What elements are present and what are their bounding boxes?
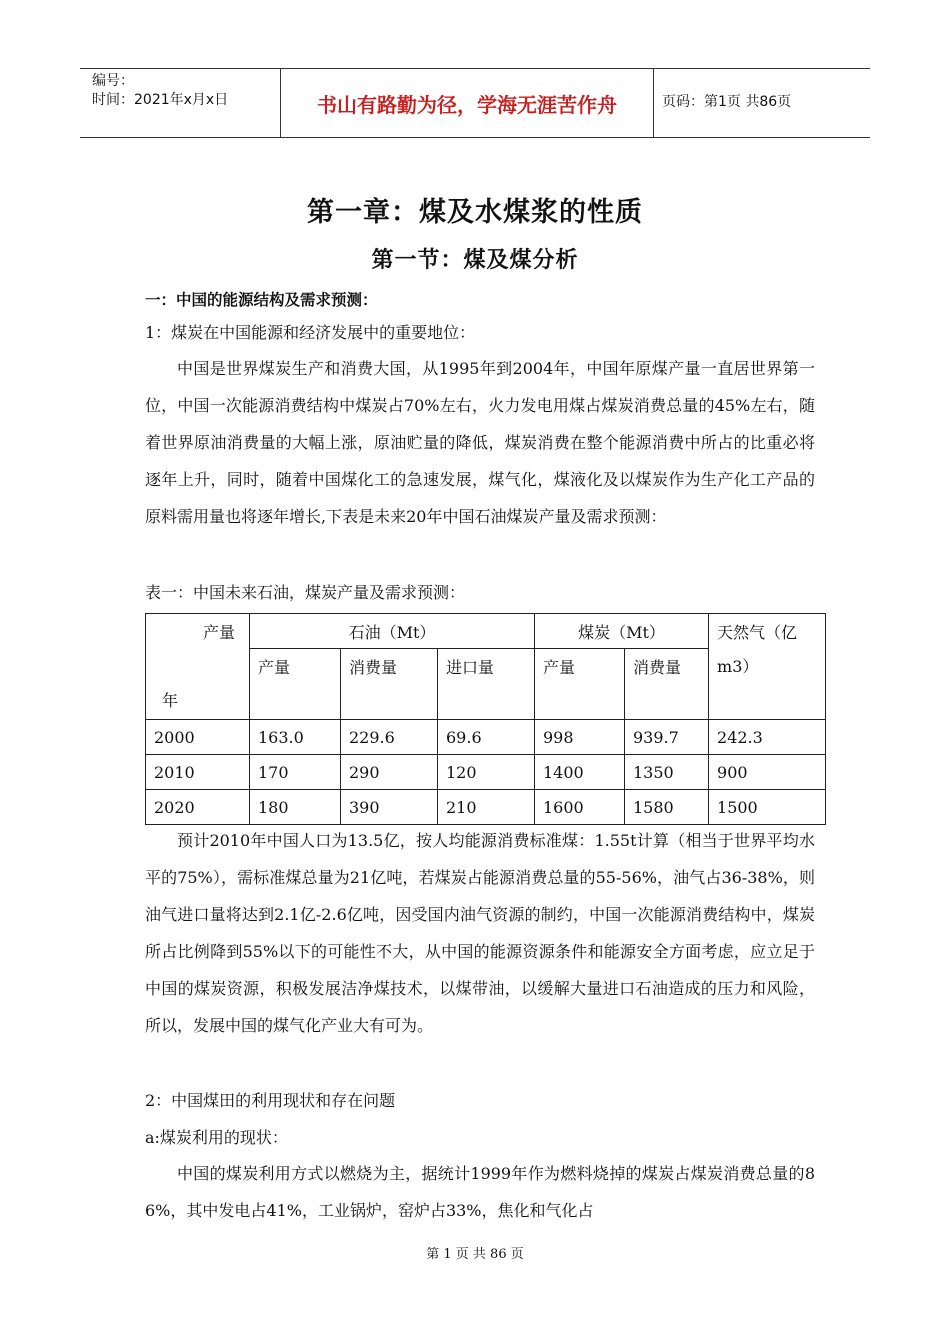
table-row [146,790,826,825]
chapter-title: 第一章：煤及水煤浆的性质 [307,197,643,228]
table-cell: 180 [250,790,341,825]
header-motto: 书山有路勤为径，学海无涯苦作舟 [280,69,654,137]
table-cell: 2010 [146,755,250,790]
table-cell: 1600 [535,790,625,825]
table-cell: 2000 [146,720,250,755]
table-caption: 表一：中国未来石油，煤炭产量及需求预测： [145,583,466,602]
page-footer: 第 1 页 共 86 页 [426,1247,524,1262]
table-cell: 242.3 [709,720,826,755]
table-cell: 229.6 [341,720,438,755]
table-cell: 1400 [535,755,625,790]
table-corner-cell [146,614,250,720]
forecast-table [145,613,826,825]
header-meta [80,69,280,137]
subheader-coal-consumption: 消费量 [625,649,709,720]
subheader-oil-production: 产量 [250,649,341,720]
point-1: 1：煤炭在中国能源和经济发展中的重要地位： [145,323,476,342]
header-oil: 石油（Mt） [250,614,535,649]
point-2: 2：中国煤田的利用现状和存在问题 [145,1091,396,1110]
point-2a: a:煤炭利用的现状： [145,1128,288,1147]
subheading: 一：中国的能源结构及需求预测： [145,291,378,309]
table-cell: 390 [341,790,438,825]
subheader-oil-import: 进口量 [438,649,535,720]
subheader-coal-production: 产量 [535,649,625,720]
header-coal: 煤炭（Mt） [535,614,709,649]
corner-top-label: 产量 [202,623,235,642]
date-label: 时间：2021年x月x日 [92,92,229,108]
header-page-info: 页码：第1页 共86页 [662,94,792,110]
table-cell: 1580 [625,790,709,825]
table-cell: 1350 [625,755,709,790]
serial-label: 编号： [92,73,134,89]
table-cell: 210 [438,790,535,825]
table-cell: 290 [341,755,438,790]
table-cell: 900 [709,755,826,790]
table-cell: 163.0 [250,720,341,755]
table-row [146,755,826,790]
table-cell: 69.6 [438,720,535,755]
header-gas: 天然气（亿m3） [709,614,826,720]
section-title: 第一节：煤及煤分析 [371,248,579,273]
corner-bottom-label: 年 [162,691,179,710]
paragraph-3: 中国的煤炭利用方式以燃烧为主，据统计1999年作为燃料烧掉的煤炭占煤炭消费总量的86%，其中发电占41%，工业锅炉，窑炉占33%，焦化和气化占 [145,1164,815,1220]
subheader-oil-consumption: 消费量 [341,649,438,720]
paragraph-2: 预计2010年中国人口为13.5亿，按人均能源消费标准煤：1.55t计算（相当于世界平均水平的75%），需标准煤总量为21亿吨，若煤炭占能源消费总量的55-56%，油气占36-38%，则油气进口量将达到2.1亿-2.6亿吨，因受国内油气资源的制约，中国一次能源消费结构中，煤炭所占比例降到55%以下的可能性不大，从中国的能源资源条件和能源安全方面考虑，应立足于中国的煤炭资源，积极发展洁净煤技术，以煤带油，以缓解大量进口石油造成的压力和风险，所以，发展中国的煤气化产业大有可为。 [145,831,815,1035]
table-cell: 939.7 [625,720,709,755]
table-row [146,720,826,755]
paragraph-1: 中国是世界煤炭生产和消费大国，从1995年到2004年，中国年原煤产量一直居世界第一位，中国一次能源消费结构中煤炭占70%左右，火力发电用煤占煤炭消费总量的45%左右，随着世界原油消费量的大幅上涨，原油贮量的降低，煤炭消费在整个能源消费中所占的比重必将逐年上升，同时，随着中国煤化工的急速发展，煤气化，煤液化及以煤炭作为生产化工产品的原料需用量也将逐年增长,下表是未来20年中国石油煤炭产量及需求预测： [145,359,815,526]
document-header [80,68,870,138]
table-cell: 120 [438,755,535,790]
table-cell: 998 [535,720,625,755]
table-cell: 2020 [146,790,250,825]
table-cell: 1500 [709,790,826,825]
table-cell: 170 [250,755,341,790]
